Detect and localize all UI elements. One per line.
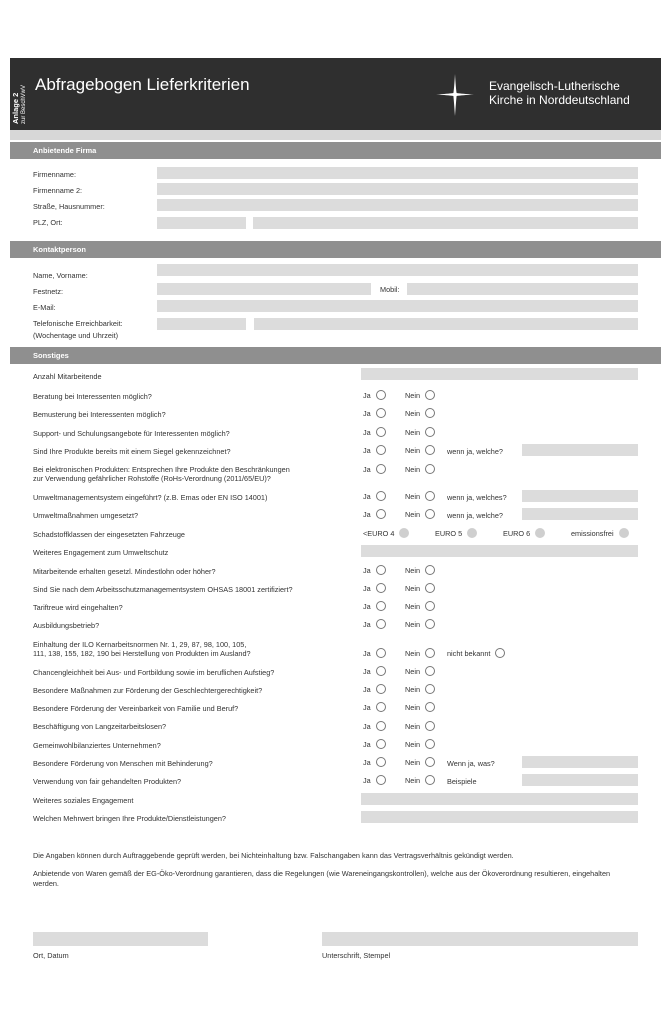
header-divider	[10, 130, 661, 140]
siegel-ja-option[interactable]	[363, 445, 386, 455]
option-label-ja: Ja	[363, 739, 371, 749]
gemeinwohl-ja-option[interactable]	[363, 739, 386, 749]
section-header-kontakt: Kontaktperson	[10, 241, 661, 258]
ausbildung-ja-option[interactable]	[363, 619, 386, 629]
anzahl-mitarbeitende-field[interactable]	[361, 368, 638, 380]
fair-beispiele-field[interactable]	[522, 774, 638, 786]
chancen-nein-option[interactable]	[405, 666, 435, 676]
option-label-euro6: EURO 6	[503, 528, 531, 538]
langzeit-nein-option[interactable]	[405, 721, 435, 731]
section-header-sonstiges: Sonstiges	[10, 347, 661, 364]
umweltmassnahmen-ja-radio[interactable]	[376, 509, 386, 519]
geschlecht-ja-radio[interactable]	[376, 684, 386, 694]
firmenname-field[interactable]	[157, 167, 638, 179]
beratung-nein-radio[interactable]	[425, 390, 435, 400]
option-label-nein: Nein	[405, 775, 421, 785]
disclaimer-oeko-verordnung: Anbietende von Waren gemäß der EG-Öko-Verordnung garantieren, dass die Regelungen (wie Wareneingangskontrollen), welche aus der Ökoverordnung resultieren, eingehalten werden.	[33, 869, 611, 888]
fair-ja-option[interactable]	[363, 775, 386, 785]
option-label-ja: Ja	[363, 684, 371, 694]
email-field[interactable]	[157, 300, 638, 312]
strasse-field[interactable]	[157, 199, 638, 211]
ohsas-nein-radio[interactable]	[425, 583, 435, 593]
behinderung-was-field[interactable]	[522, 756, 638, 768]
elektro-ja-radio[interactable]	[376, 464, 386, 474]
support-ja-option[interactable]	[363, 427, 386, 437]
option-label-ja: Ja	[363, 619, 371, 629]
label-bemusterung: Bemusterung bei Interessenten möglich?	[33, 410, 166, 419]
erreichbarkeit-zeit-field[interactable]	[254, 318, 638, 330]
umweltmassnahmen-nein-radio[interactable]	[425, 509, 435, 519]
form-header	[10, 58, 661, 130]
option-label-ja: Ja	[363, 491, 371, 501]
option-label-ja: Ja	[363, 565, 371, 575]
label-fair-gehandelt: Verwendung von fair gehandelten Produkten?	[33, 777, 182, 786]
plz-field[interactable]	[157, 217, 246, 229]
option-label-ja: Ja	[363, 464, 371, 474]
gemeinwohl-nein-option[interactable]	[405, 739, 435, 749]
familie-ja-radio[interactable]	[376, 702, 386, 712]
ilo-nicht-bekannt-option[interactable]	[447, 648, 505, 658]
siegel-nein-option[interactable]	[405, 445, 435, 455]
option-label-nein: Nein	[405, 601, 421, 611]
geschlecht-nein-option[interactable]	[405, 684, 435, 694]
bemusterung-ja-option[interactable]	[363, 408, 386, 418]
siegel-ja-radio[interactable]	[376, 445, 386, 455]
label-erreichbarkeit-hint: (Wochentage und Uhrzeit)	[33, 331, 119, 340]
ausbildung-nein-radio[interactable]	[425, 619, 435, 629]
tariftreue-nein-option[interactable]	[405, 601, 435, 611]
label-ort-datum: Ort, Datum	[33, 951, 69, 960]
option-label-euro5: EURO 5	[435, 528, 463, 538]
label-fair-beispiele: Beispiele	[447, 777, 477, 786]
label-festnetz: Festnetz:	[33, 287, 64, 296]
label-tariftreue: Tariftreue wird eingehalten?	[33, 603, 123, 612]
erreichbarkeit-tage-field[interactable]	[157, 318, 246, 330]
section-header-firma: Anbietende Firma	[10, 142, 661, 159]
mindestlohn-ja-radio[interactable]	[376, 565, 386, 575]
familie-ja-option[interactable]	[363, 702, 386, 712]
langzeit-nein-radio[interactable]	[425, 721, 435, 731]
behinderung-ja-option[interactable]	[363, 757, 386, 767]
option-label-ja: Ja	[363, 757, 371, 767]
option-label-nein: Nein	[405, 648, 421, 658]
siegel-nein-radio[interactable]	[425, 445, 435, 455]
option-label-ja: Ja	[363, 427, 371, 437]
gemeinwohl-ja-radio[interactable]	[376, 739, 386, 749]
fair-nein-radio[interactable]	[425, 775, 435, 785]
option-label-nein: Nein	[405, 408, 421, 418]
label-mindestlohn: Mitarbeitende erhalten gesetzl. Mindestlohn oder höher?	[33, 567, 216, 576]
mindestlohn-ja-option[interactable]	[363, 565, 386, 575]
umweltsystem-nein-option[interactable]	[405, 491, 435, 501]
ohsas-ja-radio[interactable]	[376, 583, 386, 593]
label-firmenname-2: Firmenname 2:	[33, 186, 83, 195]
ilo-ja-option[interactable]	[363, 648, 386, 658]
form-title: Abfragebogen Lieferkriterien	[35, 75, 250, 94]
option-label-nein: Nein	[405, 427, 421, 437]
option-label-ja: Ja	[363, 775, 371, 785]
label-geschlechtergerechtigkeit: Besondere Maßnahmen zur Förderung der Geschlechtergerechtigkeit?	[33, 686, 263, 695]
label-chancengleichheit: Chancengleichheit bei Aus- und Fortbildung sowie im beruflichen Aufstieg?	[33, 668, 275, 677]
label-siegel-welche: wenn ja, welche?	[447, 447, 503, 456]
label-beratung: Beratung bei Interessenten möglich?	[33, 392, 152, 401]
ausbildung-nein-option[interactable]	[405, 619, 435, 629]
fair-ja-radio[interactable]	[376, 775, 386, 785]
chancen-ja-option[interactable]	[363, 666, 386, 676]
label-name-vorname: Name, Vorname:	[33, 271, 88, 280]
appendix-label	[12, 85, 28, 124]
option-label-ja: Ja	[363, 509, 371, 519]
euro5-option[interactable]	[435, 528, 477, 538]
tariftreue-ja-radio[interactable]	[376, 601, 386, 611]
festnetz-field[interactable]	[157, 283, 371, 295]
label-ausbildungsbetrieb: Ausbildungsbetrieb?	[33, 621, 100, 630]
option-label-nein: Nein	[405, 757, 421, 767]
option-label-ja: Ja	[363, 648, 371, 658]
mobil-field[interactable]	[407, 283, 638, 295]
option-label-nein: Nein	[405, 619, 421, 629]
church-cross-icon	[436, 74, 474, 116]
label-mobil: Mobil:	[380, 285, 400, 294]
ilo-ja-radio[interactable]	[376, 648, 386, 658]
option-label-euro4: <EURO 4	[363, 528, 395, 538]
support-nein-option[interactable]	[405, 427, 435, 437]
mindestlohn-nein-option[interactable]	[405, 565, 435, 575]
option-label-ja: Ja	[363, 666, 371, 676]
support-nein-radio[interactable]	[425, 427, 435, 437]
option-label-ja: Ja	[363, 601, 371, 611]
euro4-radio[interactable]	[399, 528, 409, 538]
beratung-nein-option[interactable]	[405, 390, 435, 400]
langzeit-ja-radio[interactable]	[376, 721, 386, 731]
mehrwert-field[interactable]	[361, 811, 638, 823]
ort-datum-field[interactable]	[33, 932, 208, 946]
organization-name	[489, 79, 630, 107]
option-label-nein: Nein	[405, 666, 421, 676]
label-gemeinwohl: Gemeinwohlbilanziertes Unternehmen?	[33, 741, 161, 750]
geschlecht-nein-radio[interactable]	[425, 684, 435, 694]
label-elektro-line-2: zur Verwendung gefährlicher Rohstoffe (RoHs-Verordnung (2011/65/EU)?	[33, 474, 271, 483]
euro6-option[interactable]	[503, 528, 545, 538]
geschlecht-ja-option[interactable]	[363, 684, 386, 694]
option-label-nein: Nein	[405, 702, 421, 712]
appendix-number: Anlage 2	[11, 92, 20, 124]
option-label-nein: Nein	[405, 491, 421, 501]
bemusterung-ja-radio[interactable]	[376, 408, 386, 418]
ohsas-ja-option[interactable]	[363, 583, 386, 593]
option-label-nein: Nein	[405, 445, 421, 455]
siegel-welche-field[interactable]	[522, 444, 638, 456]
option-label-nein: Nein	[405, 464, 421, 474]
familie-nein-radio[interactable]	[425, 702, 435, 712]
option-label-ja: Ja	[363, 390, 371, 400]
disclaimer-pruefung: Die Angaben können durch Auftraggebende geprüft werden, bei Nichteinhaltung bzw. Falschangaben kann das Vertragsverhältnis gekündigt werden.	[33, 851, 514, 860]
label-weiteres-sozial: Weiteres soziales Engagement	[33, 796, 134, 805]
label-unterschrift: Unterschrift, Stempel	[322, 951, 391, 960]
umweltsystem-ja-option[interactable]	[363, 491, 386, 501]
label-elektro-line-1: Bei elektronischen Produkten: Entsprechen Ihre Produkte den Beschränkungen	[33, 465, 290, 474]
emissionsfrei-option[interactable]	[571, 528, 629, 538]
option-label-ja: Ja	[363, 583, 371, 593]
label-umweltsystem: Umweltmanagementsystem eingeführt? (z.B. Emas oder EN ISO 14001)	[33, 493, 268, 502]
option-label-ja: Ja	[363, 445, 371, 455]
weiteres-sozial-field[interactable]	[361, 793, 638, 805]
label-anzahl-mitarbeitende: Anzahl Mitarbeitende	[33, 372, 102, 381]
option-label-ja: Ja	[363, 702, 371, 712]
euro4-option[interactable]	[363, 528, 409, 538]
behinderung-ja-radio[interactable]	[376, 757, 386, 767]
firmenname-2-field[interactable]	[157, 183, 638, 195]
option-label-nein: Nein	[405, 739, 421, 749]
label-mehrwert: Welchen Mehrwert bringen Ihre Produkte/Dienstleistungen?	[33, 814, 226, 823]
euro5-radio[interactable]	[467, 528, 477, 538]
label-erreichbarkeit: Telefonische Erreichbarkeit:	[33, 319, 123, 328]
elektro-ja-option[interactable]	[363, 464, 386, 474]
label-ilo-line-2: 111, 138, 155, 182, 190 bei Herstellung von Produkten im Ausland?	[33, 649, 251, 658]
beratung-ja-option[interactable]	[363, 390, 386, 400]
support-ja-radio[interactable]	[376, 427, 386, 437]
appendix-reference: zur BeschVwV	[21, 84, 27, 124]
organization-line-1: Evangelisch-Lutherische	[489, 79, 620, 93]
chancen-ja-radio[interactable]	[376, 666, 386, 676]
umweltsystem-ja-radio[interactable]	[376, 491, 386, 501]
beratung-ja-radio[interactable]	[376, 390, 386, 400]
label-support: Support- und Schulungsangebote für Interessenten möglich?	[33, 429, 230, 438]
bemusterung-nein-option[interactable]	[405, 408, 435, 418]
elektro-nein-option[interactable]	[405, 464, 435, 474]
label-email: E-Mail:	[33, 303, 56, 312]
fair-nein-option[interactable]	[405, 775, 435, 785]
label-ilo-line-1: Einhaltung der ILO Kernarbeitsnormen Nr. 1, 29, 87, 98, 100, 105,	[33, 640, 247, 649]
umweltsystem-nein-radio[interactable]	[425, 491, 435, 501]
name-vorname-field[interactable]	[157, 264, 638, 276]
label-weiteres-umwelt: Weiteres Engagement zum Umweltschutz	[33, 548, 169, 557]
umweltmassnahmen-welche-field[interactable]	[522, 508, 638, 520]
ilo-nicht-bekannt-radio[interactable]	[495, 648, 505, 658]
euro6-radio[interactable]	[535, 528, 545, 538]
ausbildung-ja-radio[interactable]	[376, 619, 386, 629]
label-langzeitarbeitslose: Beschäftigung von Langzeitarbeitslosen?	[33, 722, 167, 731]
emissionsfrei-radio[interactable]	[619, 528, 629, 538]
option-label-nein: Nein	[405, 509, 421, 519]
ort-field[interactable]	[253, 217, 638, 229]
option-label-nein: Nein	[405, 565, 421, 575]
label-plz-ort: PLZ, Ort:	[33, 218, 63, 227]
elektro-nein-radio[interactable]	[425, 464, 435, 474]
label-siegel: Sind Ihre Produkte bereits mit einem Siegel gekennzeichnet?	[33, 447, 231, 456]
ilo-nein-option[interactable]	[405, 648, 435, 658]
ohsas-nein-option[interactable]	[405, 583, 435, 593]
label-familie-beruf: Besondere Förderung der Vereinbarkeit von Familie und Beruf?	[33, 704, 239, 713]
behinderung-nein-radio[interactable]	[425, 757, 435, 767]
option-label-ja: Ja	[363, 408, 371, 418]
gemeinwohl-nein-radio[interactable]	[425, 739, 435, 749]
label-behinderung: Besondere Förderung von Menschen mit Behinderung?	[33, 759, 213, 768]
umweltsystem-welches-field[interactable]	[522, 490, 638, 502]
organization-line-2: Kirche in Norddeutschland	[489, 93, 630, 107]
chancen-nein-radio[interactable]	[425, 666, 435, 676]
option-label-nein: Nein	[405, 684, 421, 694]
label-behinderung-was: Wenn ja, was?	[447, 759, 495, 768]
weiteres-umwelt-field[interactable]	[361, 545, 638, 557]
umweltmassnahmen-ja-option[interactable]	[363, 509, 386, 519]
option-label-nicht-bekannt: nicht bekannt	[447, 648, 491, 658]
tariftreue-nein-radio[interactable]	[425, 601, 435, 611]
label-umweltmassnahmen: Umweltmaßnahmen umgesetzt?	[33, 511, 139, 520]
label-strasse: Straße, Hausnummer:	[33, 202, 105, 211]
label-umweltsystem-welches: wenn ja, welches?	[447, 493, 507, 502]
umweltmassnahmen-nein-option[interactable]	[405, 509, 435, 519]
unterschrift-field[interactable]	[322, 932, 638, 946]
option-label-emissionsfrei: emissionsfrei	[571, 528, 614, 538]
bemusterung-nein-radio[interactable]	[425, 408, 435, 418]
label-ohsas: Sind Sie nach dem Arbeitsschutzmanagementsystem OHSAS 18001 zertifiziert?	[33, 585, 293, 594]
option-label-nein: Nein	[405, 721, 421, 731]
familie-nein-option[interactable]	[405, 702, 435, 712]
label-firmenname: Firmenname:	[33, 170, 76, 179]
behinderung-nein-option[interactable]	[405, 757, 435, 767]
langzeit-ja-option[interactable]	[363, 721, 386, 731]
option-label-nein: Nein	[405, 583, 421, 593]
ilo-nein-radio[interactable]	[425, 648, 435, 658]
tariftreue-ja-option[interactable]	[363, 601, 386, 611]
option-label-nein: Nein	[405, 390, 421, 400]
option-label-ja: Ja	[363, 721, 371, 731]
label-schadstoffklassen: Schadstoffklassen der eingesetzten Fahrzeuge	[33, 530, 185, 539]
mindestlohn-nein-radio[interactable]	[425, 565, 435, 575]
label-umweltmassnahmen-welche: wenn ja, welche?	[447, 511, 503, 520]
